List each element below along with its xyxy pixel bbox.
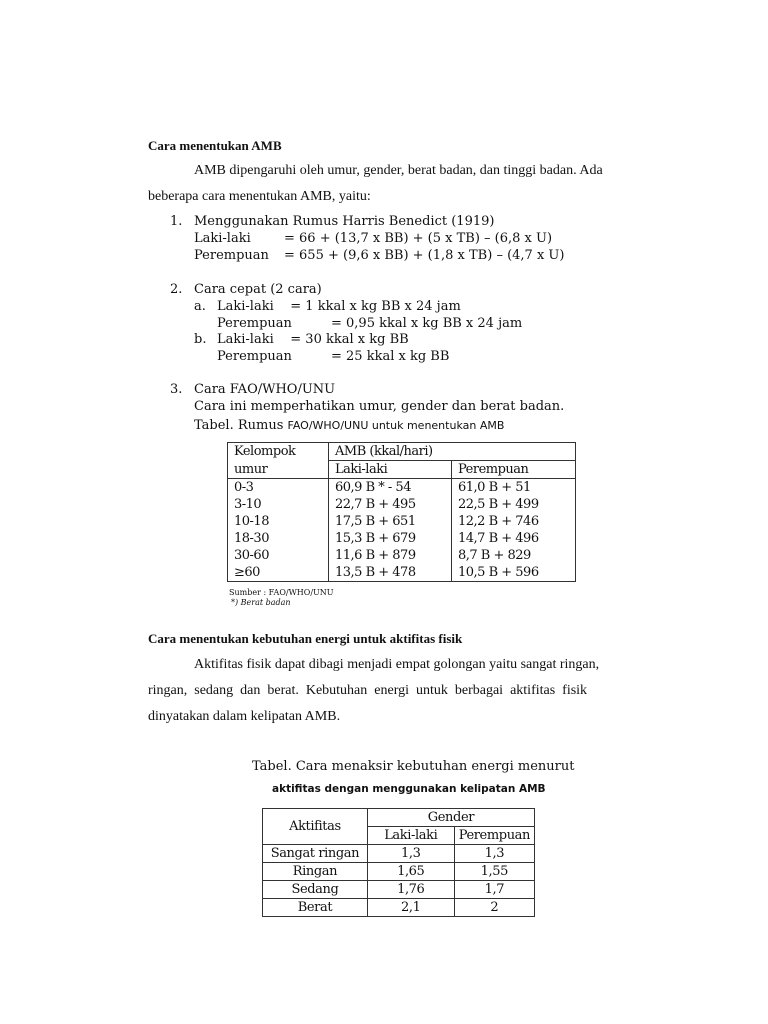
table-cell: 1,7 — [454, 881, 534, 899]
table-cell: 1,76 — [367, 881, 454, 899]
table-cell: 22,7 B + 495 — [329, 496, 452, 513]
table-cell: 8,7 B + 829 — [452, 547, 576, 564]
table-cell: Ringan — [263, 863, 368, 881]
section-heading-amb: Cara menentukan AMB — [148, 138, 282, 153]
table-cell: 1,55 — [454, 863, 534, 881]
table-header-cell: umur — [228, 461, 329, 479]
table-header-cell: Laki-laki — [329, 461, 452, 479]
formula: = 66 + (13,7 x BB) + (5 x TB) – (6,8 x U) — [284, 231, 553, 246]
table-cell: 18-30 — [228, 530, 329, 547]
formula-label: Perempuan — [217, 316, 292, 331]
table-row — [228, 496, 576, 513]
table-row — [263, 881, 535, 899]
table-cell: Sedang — [263, 881, 368, 899]
formula: = 25 kkal x kg BB — [331, 349, 450, 364]
paragraph-line: dinyatakan dalam kelipatan AMB. — [148, 709, 341, 724]
table-cell: 10,5 B + 596 — [452, 564, 576, 582]
table-cell: 10-18 — [228, 513, 329, 530]
list-letter: b. — [194, 332, 207, 347]
table-row — [263, 899, 535, 917]
table-cell: 1,65 — [367, 863, 454, 881]
formula-label: Laki-laki — [194, 231, 251, 246]
amb-formula-table — [227, 442, 576, 582]
table-cell: Sangat ringan — [263, 845, 368, 863]
table-cell: 13,5 B + 478 — [329, 564, 452, 582]
table-header-cell: Perempuan — [454, 827, 534, 845]
paragraph-line: AMB dipengaruhi oleh umur, gender, berat badan, dan tinggi badan. Ada — [194, 163, 603, 178]
table-header-cell: AMB (kkal/hari) — [329, 443, 576, 461]
table-header-cell: Kelompok — [228, 443, 329, 461]
table-cell: 17,5 B + 651 — [329, 513, 452, 530]
table-cell: ≥60 — [228, 564, 329, 582]
table-cell: 1,3 — [454, 845, 534, 863]
table-source: Sumber : FAO/WHO/UNU — [229, 588, 334, 597]
table-row — [228, 479, 576, 497]
table-row — [228, 530, 576, 547]
caption-rest: FAO/WHO/UNU untuk menentukan AMB — [287, 419, 505, 432]
table-footnote: *) Berat badan — [231, 598, 291, 607]
caption-prefix: Tabel. Rumus — [194, 418, 288, 433]
paragraph-line: ringan, sedang dan berat. Kebutuhan energi untuk berbagai aktifitas fisik — [148, 683, 588, 698]
table-cell: 2 — [454, 899, 534, 917]
table-header-cell: Gender — [367, 809, 534, 827]
formula: = 655 + (9,6 x BB) + (1,8 x TB) – (4,7 x U) — [284, 248, 565, 263]
table-row — [228, 564, 576, 582]
list-letter: a. — [194, 299, 206, 314]
section-heading-activity: Cara menentukan kebutuhan energi untuk aktifitas fisik — [148, 631, 463, 646]
table-header-cell: Aktifitas — [263, 809, 368, 845]
table-caption: aktifitas dengan menggunakan kelipatan AMB — [272, 783, 546, 795]
table-cell: 12,2 B + 746 — [452, 513, 576, 530]
table-cell: 14,7 B + 496 — [452, 530, 576, 547]
formula-label: Perempuan — [217, 349, 292, 364]
table-cell: 61,0 B + 51 — [452, 479, 576, 497]
formula: Laki-laki = 1 kkal x kg BB x 24 jam — [217, 299, 461, 314]
paragraph-line: beberapa cara menentukan AMB, yaitu: — [148, 189, 371, 204]
table-cell: 1,3 — [367, 845, 454, 863]
formula: Laki-laki = 30 kkal x kg BB — [217, 332, 409, 347]
table-cell: 2,1 — [367, 899, 454, 917]
list-item-desc: Cara ini memperhatikan umur, gender dan berat badan. — [194, 399, 565, 414]
paragraph-line: Aktifitas fisik dapat dibagi menjadi empat golongan yaitu sangat ringan, — [194, 657, 600, 672]
table-row — [228, 513, 576, 530]
table-caption — [194, 415, 504, 434]
table-cell: 15,3 B + 679 — [329, 530, 452, 547]
list-item-title: Cara FAO/WHO/UNU — [194, 382, 336, 397]
table-caption: Tabel. Cara menaksir kebutuhan energi menurut — [252, 759, 575, 774]
list-number: 1. — [170, 214, 183, 229]
table-row — [263, 863, 535, 881]
table-cell: 30-60 — [228, 547, 329, 564]
table-cell: 3-10 — [228, 496, 329, 513]
table-cell: 11,6 B + 879 — [329, 547, 452, 564]
formula: = 0,95 kkal x kg BB x 24 jam — [331, 316, 523, 331]
list-item-title: Menggunakan Rumus Harris Benedict (1919) — [194, 214, 495, 229]
activity-multiplier-table — [262, 808, 535, 917]
list-number: 3. — [170, 382, 183, 397]
table-header-cell: Laki-laki — [367, 827, 454, 845]
list-number: 2. — [170, 282, 183, 297]
table-cell: Berat — [263, 899, 368, 917]
formula-label: Perempuan — [194, 248, 269, 263]
table-cell: 60,9 B * - 54 — [329, 479, 452, 497]
table-header-cell: Perempuan — [452, 461, 576, 479]
table-row — [263, 845, 535, 863]
table-cell: 22,5 B + 499 — [452, 496, 576, 513]
table-cell: 0-3 — [228, 479, 329, 497]
table-row — [228, 547, 576, 564]
list-item-title: Cara cepat (2 cara) — [194, 282, 322, 297]
